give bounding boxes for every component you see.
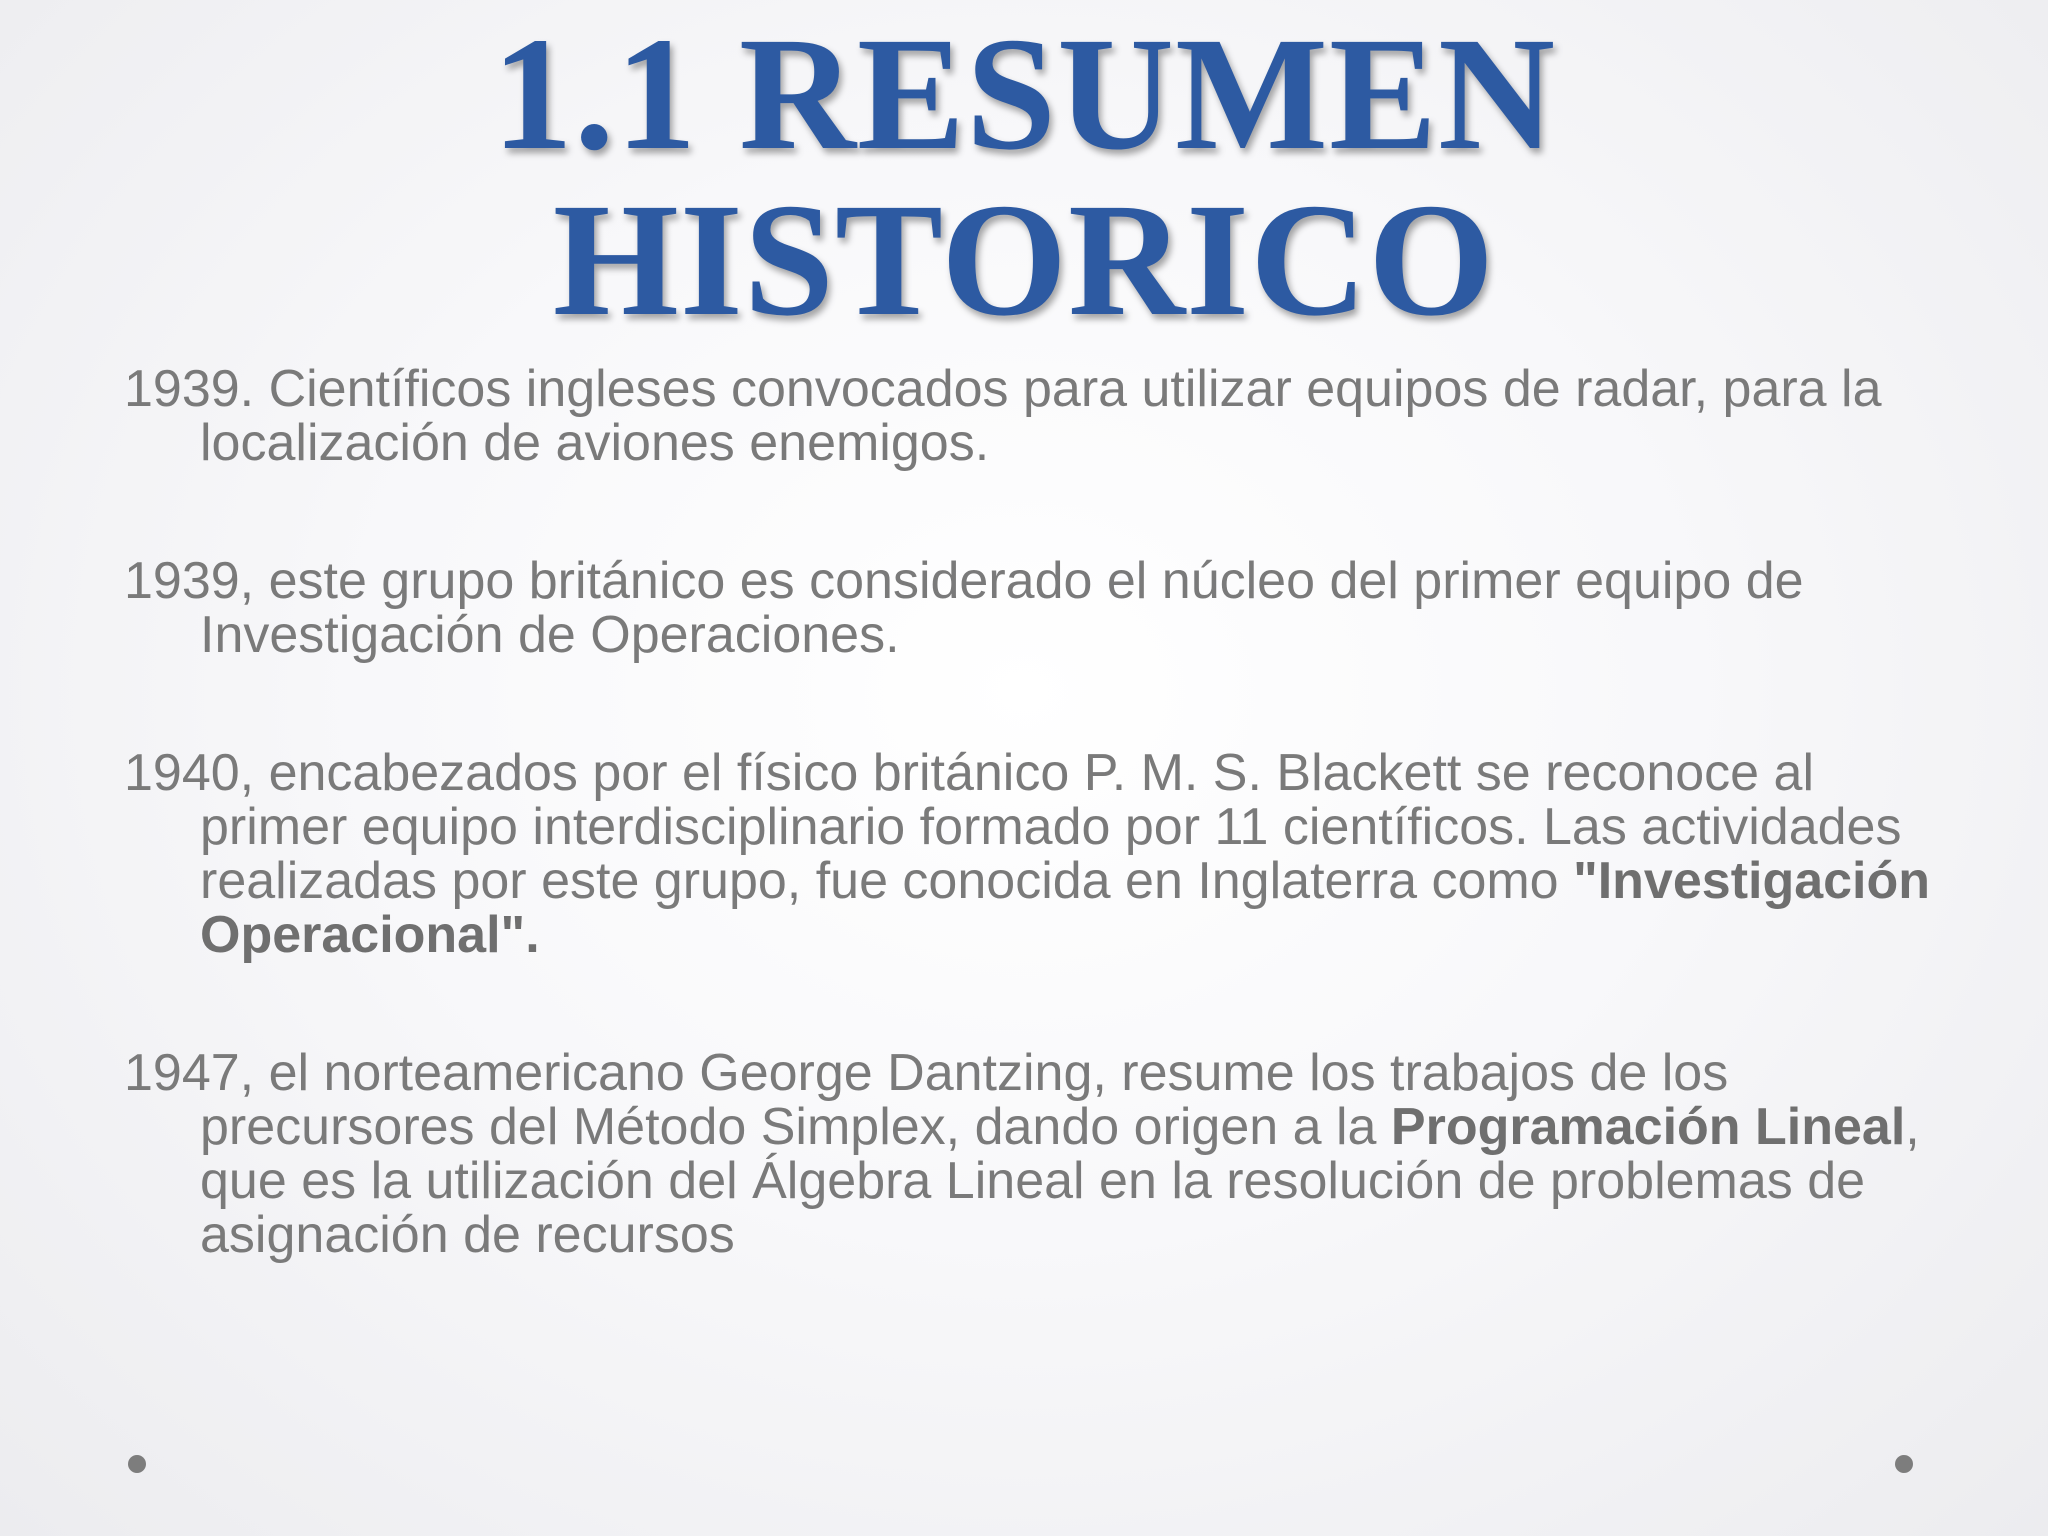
slide-title-line-1: 1.1 RESUMEN <box>491 5 1557 184</box>
paragraph-text: 1939. Científicos ingleses convocados para utilizar equipos de radar, para la localización de aviones enemigos. <box>124 360 1882 472</box>
history-paragraph-1939-radar <box>124 362 1944 470</box>
history-paragraph-1939-group <box>124 554 1944 662</box>
paragraph-text: 1940, encabezados por el físico británico P. M. S. Blackett se reconoce al primer equipo interdisciplinario formado por 11 científicos. Las actividades realizadas por este grupo, fue conocida en Inglaterra como <box>124 744 1902 910</box>
decorative-dot-left <box>128 1455 146 1473</box>
paragraph-text-tail: , que es la utilización del Álgebra Lineal en la resolución de problemas de asignación de recursos <box>200 1098 1920 1264</box>
history-paragraph-1940-blackett <box>124 746 1944 962</box>
history-paragraph-1947-dantzing <box>124 1046 1944 1262</box>
bold-term-programacion-lineal: Programación Lineal <box>1390 1098 1906 1156</box>
slide-body <box>124 362 1944 1346</box>
paragraph-text: 1947, el norteamericano George Dantzing, resume los trabajos de los precursores del Método Simplex, dando origen a la <box>124 1044 1729 1156</box>
slide-title-line-2: HISTORICO <box>552 171 1496 350</box>
bold-term-investigacion-operacional: "Investigación Operacional". <box>200 852 1931 964</box>
paragraph-text: 1939, este grupo británico es considerado el núcleo del primer equipo de Investigación de Operaciones. <box>124 552 1804 664</box>
decorative-dot-right <box>1895 1455 1913 1473</box>
slide-title <box>0 5 2048 350</box>
